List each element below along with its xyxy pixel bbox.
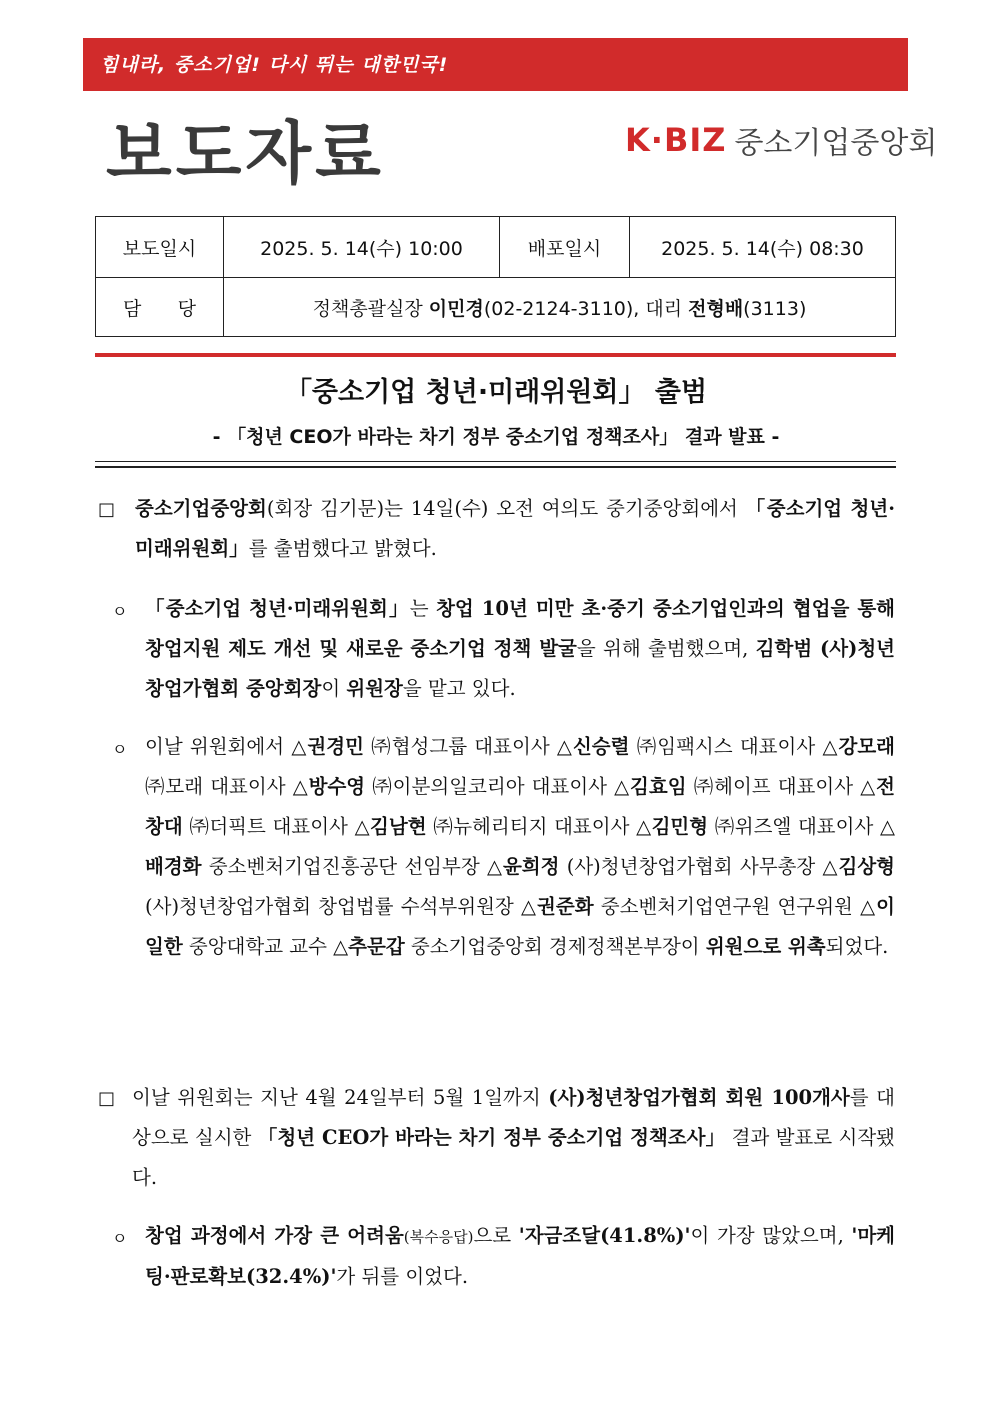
double-rule-top [95,461,896,462]
double-rule-bottom [95,466,896,468]
main-title: 「중소기업 청년·미래위원회」 출범 [284,377,708,408]
logo-org-name: 중소기업중앙회 [734,126,938,161]
release-value: 2025. 5. 14(수) 10:00 [224,217,500,278]
sub-title: - 「청년 CEO가 바라는 차기 정부 중소기업 정책조사」 결과 발표 - [212,426,780,448]
doc-type-title: 보도자료 [106,115,385,194]
dist-label: 배포일시 [500,217,630,278]
paragraph-3: 이날 위원회에서 △권경민 ㈜협성그룹 대표이사 △신승렬 ㈜임팩시스 대표이사 △강모래 ㈜모래 대표이사 △방수영 ㈜이분의일코리아 대표이사 △김효임 ㈜헤이프 대표이사 △전창대 ㈜더픽트 대표이사 △김남현 ㈜뉴헤리티지 대표이사 △김민형 ㈜위즈엘 대표이사 △배경화 중소벤처기업진흥공단 선임부장 △윤희정 (사)청년창업가협회 사무총장 △김상형 (사)청년창업가협회 창업법률 수석부위원장 △권준화 중소벤처기업연구원 연구위원 △이일한 중앙대학교 교수 △추문갑 중소기업중앙회 경제정책본부장이 위원으로 위촉되었다. [145,735,896,958]
release-label: 보도일시 [96,217,224,278]
paragraph-1: 중소기업중앙회(회장 김기문)는 14일(수) 오전 여의도 중기중앙회에서 「중소기업 청년·미래위원회」를 출범했다고 밝혔다. [135,497,895,560]
paragraph-2: 「중소기업 청년·미래위원회」는 창업 10년 미만 초·중기 중소기업인과의 협업을 통해 창업지원 제도 개선 및 새로운 중소기업 정책 발굴을 위해 출범했으며, 김학범 (사)청년창업가협회 중앙회장이 위원장을 맡고 있다. [145,597,896,700]
paragraph-5: 창업 과정에서 가장 큰 어려움(복수응답)으로 '자금조달(41.8%)'이 가장 많았으며, '마케팅·판로확보(32.4%)'가 뒤를 이었다. [145,1224,896,1288]
contact-value: 정책총괄실장 이민경(02-2124-3110), 대리 전형배(3113) [224,278,896,337]
paragraph-4: 이날 위원회는 지난 4월 24일부터 5월 1일까지 (사)청년창업가협회 회원 100개사를 대상으로 실시한 「청년 CEO가 바라는 차기 정부 중소기업 정책조사」 결과 발표로 시작됐다. [132,1086,896,1189]
title-divider [95,353,896,357]
square-bullet: □ [98,499,116,520]
logo-mark: K·BIZ [625,121,727,159]
banner-slogan: 힘내라, 중소기업! 다시 뛰는 대한민국! [100,54,449,76]
dist-value: 2025. 5. 14(수) 08:30 [630,217,896,278]
circle-bullet: ㅇ [112,740,128,759]
release-info-table [95,216,896,337]
square-bullet: □ [98,1088,116,1109]
contact-label: 담 당 [96,278,224,337]
org-logo [625,120,937,160]
circle-bullet: ㅇ [112,1229,128,1248]
circle-bullet: ㅇ [112,602,128,621]
